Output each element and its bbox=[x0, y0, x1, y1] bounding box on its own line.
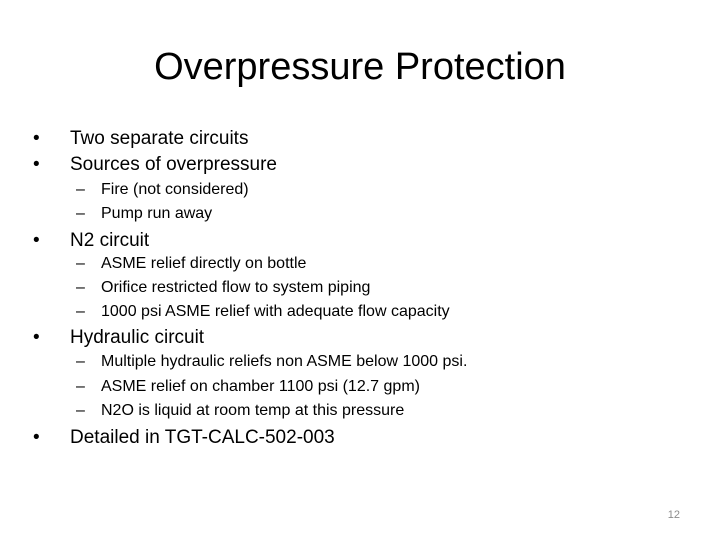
sub-bullet-marker: – bbox=[76, 279, 85, 296]
sub-bullet-marker: – bbox=[76, 353, 85, 370]
sub-bullet-text: Fire (not considered) bbox=[101, 181, 249, 198]
slide-title: Overpressure Protection bbox=[154, 46, 566, 88]
bullet-text: Detailed in TGT-CALC-502-003 bbox=[70, 427, 335, 448]
sub-bullet-marker: – bbox=[76, 255, 85, 272]
sub-bullet-text: 1000 psi ASME relief with adequate flow capacity bbox=[101, 303, 450, 320]
sub-bullet-text: Multiple hydraulic reliefs non ASME below 1000 psi. bbox=[101, 353, 468, 370]
sub-bullet-text: ASME relief directly on bottle bbox=[101, 255, 307, 272]
sub-bullet-text: Orifice restricted flow to system piping bbox=[101, 279, 371, 296]
bullet-text: Hydraulic circuit bbox=[70, 327, 205, 348]
sub-bullet-marker: – bbox=[76, 181, 85, 198]
bullet-text: N2 circuit bbox=[70, 230, 150, 251]
bullet-marker: • bbox=[33, 154, 40, 175]
sub-bullet-marker: – bbox=[76, 378, 85, 395]
bullet-marker: • bbox=[33, 427, 40, 448]
sub-bullet-marker: – bbox=[76, 402, 85, 419]
sub-bullet-text: ASME relief on chamber 1100 psi (12.7 gpm) bbox=[101, 378, 420, 395]
sub-bullet-text: Pump run away bbox=[101, 205, 213, 222]
bullet-marker: • bbox=[33, 128, 40, 149]
bullet-marker: • bbox=[33, 230, 40, 251]
bullet-marker: • bbox=[33, 327, 40, 348]
sub-bullet-marker: – bbox=[76, 303, 85, 320]
sub-bullet-marker: – bbox=[76, 205, 85, 222]
slide-number: 12 bbox=[667, 509, 680, 521]
bullet-text: Sources of overpressure bbox=[70, 154, 277, 175]
bullet-text: Two separate circuits bbox=[70, 128, 249, 149]
sub-bullet-text: N2O is liquid at room temp at this pressure bbox=[101, 402, 405, 419]
